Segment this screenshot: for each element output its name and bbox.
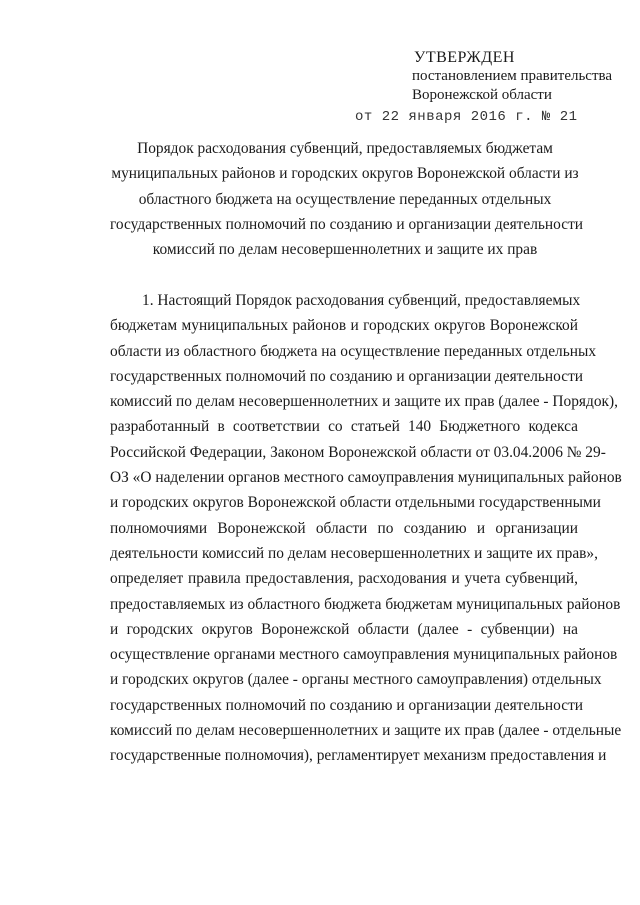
body-line: комиссий по делам несовершеннолетних и защите их прав (далее - отдельные xyxy=(110,722,622,740)
body-line: области из областного бюджета на осуществление переданных отдельных xyxy=(110,342,597,360)
body-line: государственные полномочия), регламентирует механизм предоставления и xyxy=(110,747,607,765)
body-line: комиссий по делам несовершеннолетних и защите их прав (далее - Порядок), xyxy=(110,393,618,411)
approval-line-1: постановлением правительства xyxy=(412,68,613,84)
body-line: государственных полномочий по созданию и организации деятельности xyxy=(110,696,584,714)
body-line: осуществление органами местного самоуправления муниципальных районов xyxy=(110,646,618,664)
approval-heading: УТВЕРЖДЕН xyxy=(414,49,515,66)
approval-line-2: Воронежской области xyxy=(412,87,552,103)
title-line: государственных полномочий по созданию и организации деятельности xyxy=(110,215,584,233)
body-line: деятельности комиссий по делам несовершеннолетних и защите их прав», xyxy=(110,544,598,562)
approval-stamp-block xyxy=(412,48,627,105)
body-line: разработанный в соответствии со статьей 140 Бюджетного кодекса xyxy=(110,418,578,436)
body-line: государственных полномочий по созданию и организации деятельности xyxy=(110,367,584,385)
body-line: определяет правила предоставления, расходования и учета субвенций, xyxy=(110,570,578,588)
body-line: и городских округов (далее - органы местного самоуправления) отдельных xyxy=(110,671,602,689)
body-line: ОЗ «О наделении органов местного самоуправления муниципальных районов xyxy=(110,469,622,487)
body-line: 1. Настоящий Порядок расходования субвенций, предоставляемых xyxy=(142,292,581,309)
body-line: бюджетам муниципальных районов и городских округов Воронежской xyxy=(110,317,578,335)
body-line: Российской Федерации, Законом Воронежской области от 03.04.2006 № 29- xyxy=(110,443,606,461)
document-title xyxy=(110,136,584,262)
title-line: комиссий по делам несовершеннолетних и защите их прав xyxy=(152,241,538,259)
title-line: областного бюджета на осуществление переданных отдельных xyxy=(138,190,552,208)
title-line: Порядок расходования субвенций, предоставляемых бюджетам xyxy=(137,140,553,157)
paragraph-1 xyxy=(110,288,622,769)
body-line: и городских округов Воронежской области (далее - субвенции) на xyxy=(110,620,578,638)
body-line: предоставляемых из областного бюджета бюджетам муниципальных районов xyxy=(110,595,621,613)
title-line: муниципальных районов и городских округов Воронежской области из xyxy=(111,165,579,183)
body-line: полномочиями Воронежской области по созданию и организации xyxy=(110,519,578,537)
approval-date-line: от 22 января 2016 г. № 21 xyxy=(355,109,578,125)
body-line: и городских округов Воронежской области отдельными государственными xyxy=(110,494,601,512)
